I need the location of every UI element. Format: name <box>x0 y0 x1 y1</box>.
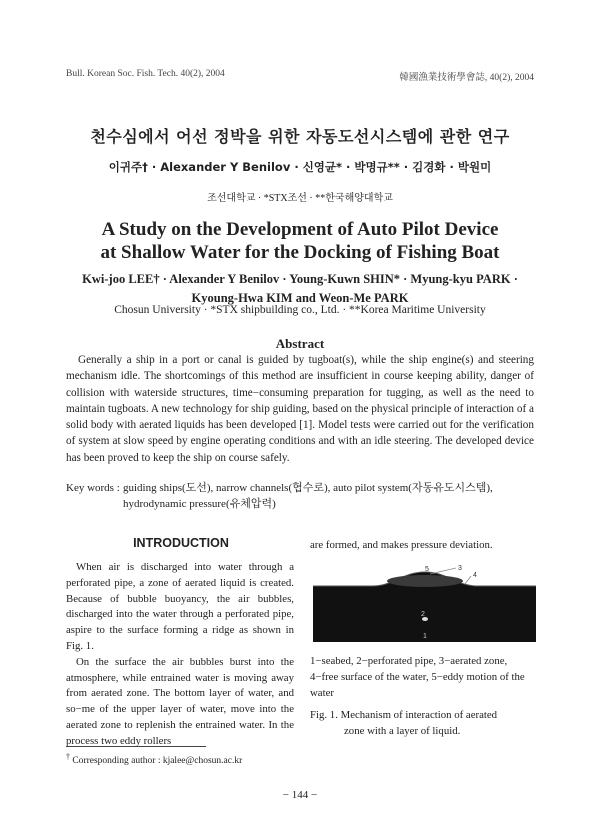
running-header-left: Bull. Korean Soc. Fish. Tech. 40(2), 2004 <box>66 69 225 79</box>
footnote-mark: † <box>66 752 70 761</box>
intro-paragraph-1: When air is discharged into water through a perforated pipe, a zone of aerated liquid is created. Because of bubble buoyancy, the air bubbles, discharged into the water through a perforated pipe, aspire to the surface forming a ridge as shown in Fig. 1. <box>66 561 294 652</box>
figure-1-diagram <box>313 564 536 642</box>
label-1: 1 <box>423 633 427 640</box>
abstract-body <box>66 352 534 466</box>
english-authors-line1: Kwi-joo LEE† · Alexander Y Benilov · Young-Kuwn SHIN* · Myung-kyu PARK · <box>82 272 518 286</box>
keywords-label: Key words : <box>66 482 120 494</box>
abstract-text: Generally a ship in a port or canal is guided by tugboat(s), while the ship engine(s) and steering mechanism idle. The shortcomings of this method are insufficient in course keeping ability, danger of collision with waterside structures, time−consuming preparation for tugging, as well as the need to maintain tugboats. A new technology for ship guiding, based on the physical principle of interaction of a solid body with aerated liquids has been developed [1]. Model tests were carried out for the verification of system at slow speed by engine operating conditions and with an idle steering. The developed device has been proved to keep the ship on course safely. <box>66 354 534 464</box>
keywords-text: guiding ships(도선), narrow channels(협수로), auto pilot system(자동유도시스템), hydrodynamic pressure(유체압력) <box>123 482 493 510</box>
english-affiliations: Chosun University · *STX shipbuilding co., Ltd. · **Korea Maritime University <box>114 304 486 316</box>
korean-affiliations: 조선대학교 · *STX조선 · **한국해양대학교 <box>207 193 393 204</box>
introduction-left-column <box>66 560 294 750</box>
running-header-right: 韓國漁業技術學會誌, 40(2), 2004 <box>399 73 534 83</box>
aerated-zone <box>387 575 463 587</box>
label-3: 3 <box>458 565 462 572</box>
english-title-line2: at Shallow Water for the Docking of Fishing Boat <box>100 242 500 263</box>
introduction-heading: INTRODUCTION <box>133 536 229 550</box>
footnote-rule <box>66 746 206 747</box>
footnote-text: Corresponding author : kjalee@chosun.ac.kr <box>72 756 243 767</box>
english-title-line1: A Study on the Development of Auto Pilot Device <box>101 219 499 240</box>
korean-title: 천수심에서 어선 정박을 위한 자동도선시스템에 관한 연구 <box>90 127 510 146</box>
footnote <box>66 752 242 766</box>
figure-1-caption <box>310 708 536 740</box>
english-title <box>0 218 600 264</box>
figure-1-caption-line2: zone with a layer of liquid. <box>344 724 461 737</box>
korean-authors: 이귀주† · Alexander Y Benilov · 신영균* · 박명규** · 김경화 · 박원미 <box>108 160 492 174</box>
keywords <box>66 480 536 512</box>
intro-paragraph-2-continued: are formed, and makes pressure deviation. <box>310 539 493 551</box>
abstract-heading: Abstract <box>275 336 325 351</box>
figure-1-legend: 1−seabed, 2−perforated pipe, 3−aerated zone, 4−free surface of the water, 5−eddy motion of the water <box>310 655 525 699</box>
label-5: 5 <box>425 566 429 573</box>
label-4: 4 <box>473 572 477 579</box>
intro-paragraph-2: On the surface the air bubbles burst into the atmosphere, while entrained water is moving away from aerated zone. The bottom layer of water, and so−me of the upper layer of water, move into the aerated zone to replenish the entrained water. In the process two eddy rollers <box>66 655 294 747</box>
page-number: − 144 − <box>282 789 318 801</box>
english-authors <box>0 270 600 308</box>
label-2: 2 <box>421 611 425 618</box>
figure-1-caption-line1: Fig. 1. Mechanism of interaction of aerated <box>310 709 498 721</box>
english-authors-line2: Kyoung-Hwa KIM and Weon-Me PARK <box>191 291 409 305</box>
